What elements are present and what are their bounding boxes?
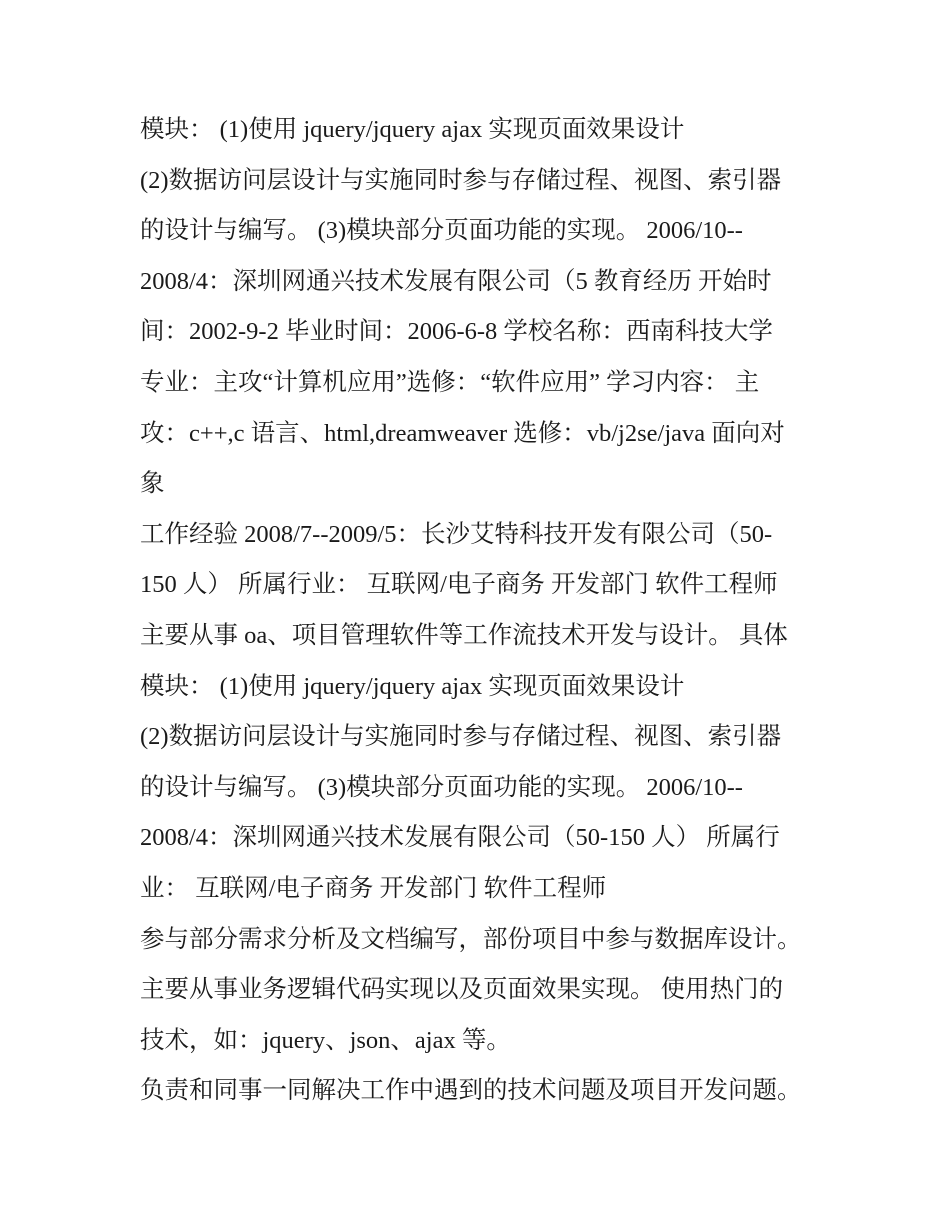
text-line: 工作经验 2008/7--2009/5：长沙艾特科技开发有限公司（50- [140,520,773,548]
text-line: 模块： (1)使用 jquery/jquery ajax 实现页面效果设计 [140,116,685,143]
resume-text-body [140,105,820,1117]
text-line: 的设计与编写。 (3)模块部分页面功能的实现。 2006/10-- [140,217,743,245]
text-line: 2008/4：深圳网通兴技术发展有限公司（5 教育经历 开始时 [140,267,772,295]
text-line: 技术，如：jquery、json、ajax 等。 [140,1026,511,1054]
text-line: 150 人） 所属行业： 互联网/电子商务 开发部门 软件工程师 [140,571,778,599]
text-line: 参与部分需求分析及文档编写，部份项目中参与数据库设计。 [140,925,802,953]
text-line: 主要从事业务逻辑代码实现以及页面效果实现。 使用热门的 [140,976,784,1004]
text-line: 的设计与编写。 (3)模块部分页面功能的实现。 2006/10-- [140,773,743,801]
text-line: 专业：主攻“计算机应用”选修：“软件应用” 学习内容： 主 [140,368,760,396]
text-line: (2)数据访问层设计与实施同时参与存储过程、视图、索引器 [140,166,782,194]
text-line: 负责和同事一同解决工作中遇到的技术问题及项目开发问题。 [140,1077,802,1105]
text-line: 模块： (1)使用 jquery/jquery ajax 实现页面效果设计 [140,672,685,700]
text-line: 主要从事 oa、项目管理软件等工作流技术开发与设计。 具体 [140,621,788,649]
text-line: 象 [140,470,165,498]
text-line: (2)数据访问层设计与实施同时参与存储过程、视图、索引器 [140,723,782,751]
text-line: 攻：c++,c 语言、html,dreamweaver 选修：vb/j2se/java 面向对 [140,419,785,447]
text-line: 间：2002-9-2 毕业时间：2006-6-8 学校名称：西南科技大学 [140,318,773,346]
text-line: 2008/4：深圳网通兴技术发展有限公司（50-150 人） 所属行 [140,824,780,852]
text-line: 业： 互联网/电子商务 开发部门 软件工程师 [140,874,607,902]
